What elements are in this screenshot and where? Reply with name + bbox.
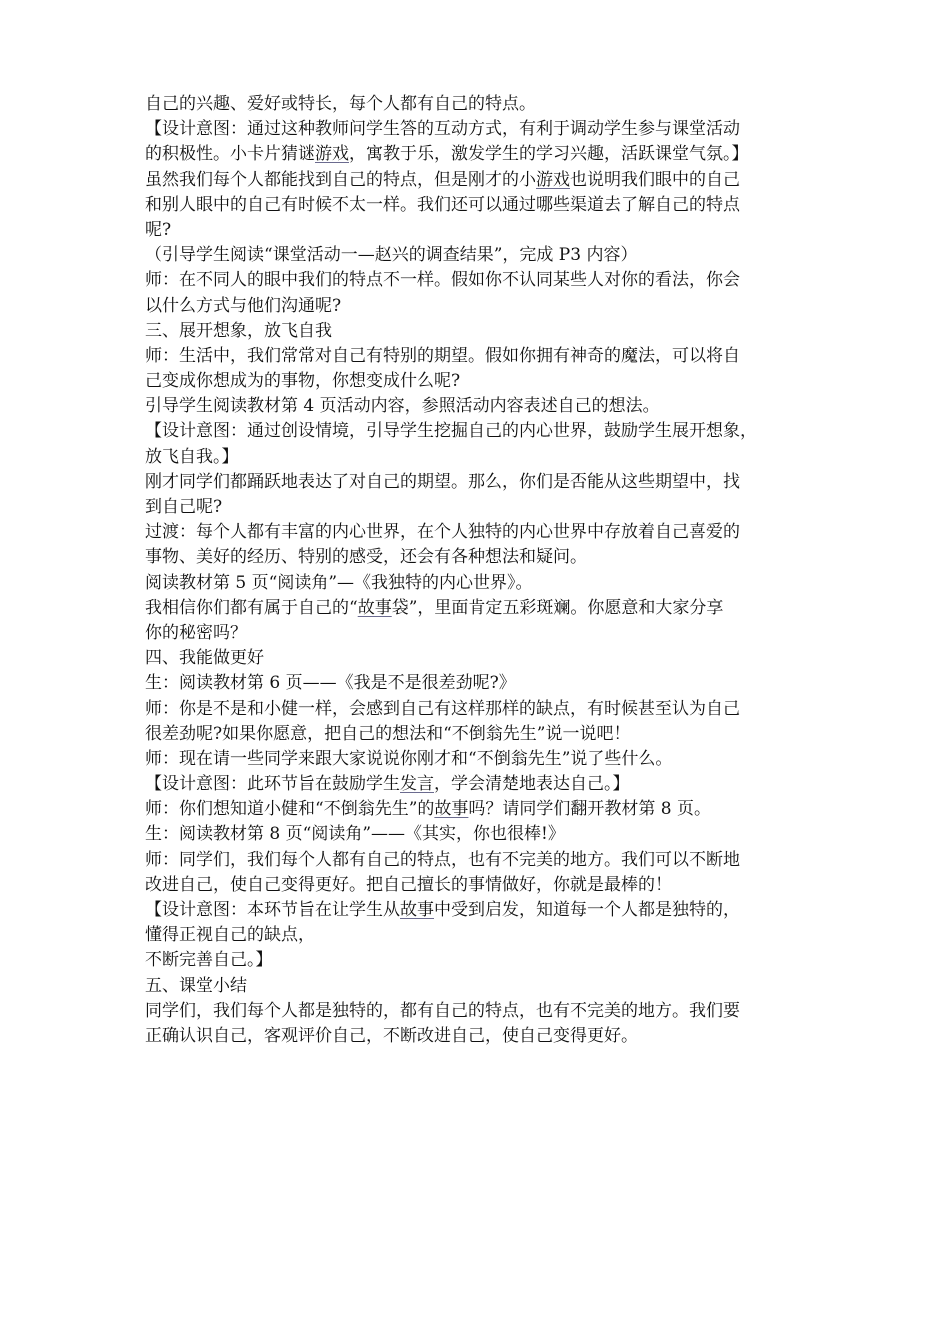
text-line	[145, 294, 815, 319]
text-segment: 【设计意图：此环节旨在鼓励学生	[145, 774, 400, 795]
text-line	[145, 848, 815, 873]
text-line	[145, 747, 815, 772]
text-line	[145, 419, 815, 444]
text-segment: 以什么方式与他们沟通呢?	[145, 295, 342, 316]
text-segment: 同学们，我们每个人都是独特的，都有自己的特点，也有不完美的地方。我们要	[145, 1000, 740, 1021]
text-segment: 师：你是不是和小健一样，会感到自己有这样那样的缺点，有时候甚至认为自己	[145, 698, 740, 719]
text-segment: 生：阅读教材第 6 页——《我是不是很差劲呢?》	[145, 673, 516, 694]
text-line	[145, 923, 815, 948]
text-segment: 【设计意图：通过创设情境，引导学生挖掘自己的内心世界，鼓励学生展开想象，	[145, 421, 757, 442]
underlined-term: 发言	[400, 774, 434, 795]
text-segment: 放飞自我。】	[145, 446, 239, 467]
underlined-term: 游戏	[315, 144, 349, 165]
text-segment: 也说明我们眼中的自己	[570, 169, 740, 190]
text-segment: 正确认识自己，客观评价自己，不断改进自己，使自己变得更好。	[145, 1025, 638, 1046]
text-segment: 三、展开想象，放飞自我	[145, 320, 332, 341]
text-segment: 到自己呢?	[145, 497, 223, 517]
underlined-term: 游戏	[536, 169, 570, 190]
text-segment: 五、课堂小结	[145, 975, 247, 996]
text-line	[145, 1024, 815, 1049]
text-segment: 刚才同学们都踊跃地表达了对自己的期望。那么，你们是否能从这些期望中，找	[145, 471, 740, 492]
text-segment: 自己的兴趣、爱好或特长，每个人都有自己的特点。	[145, 94, 536, 114]
text-segment: 【设计意图：本环节旨在让学生从	[145, 900, 400, 920]
text-segment: 阅读教材第 5 页“阅读角”—《我独特的内心世界》。	[145, 572, 533, 593]
text-segment: 中受到启发，知道每一个人都是独特的，	[434, 900, 740, 920]
text-segment: 吗？请同学们翻开教材第 8 页。	[468, 799, 712, 820]
text-line	[145, 545, 815, 570]
text-segment: 袋”，里面肯定五彩斑斓。你愿意和大家分享	[391, 597, 724, 618]
text-line	[145, 571, 815, 596]
text-segment: 引导学生阅读教材第 4 页活动内容，参照活动内容表述自己的想法。	[145, 396, 660, 417]
text-segment: 己变成你想成为的事物，你想变成什么呢?	[145, 371, 461, 392]
text-line	[145, 470, 815, 495]
text-segment: ，寓教于乐，激发学生的学习兴趣，活跃课堂气氛。】	[349, 144, 749, 165]
text-line	[145, 268, 815, 293]
text-line	[145, 697, 815, 722]
text-line	[145, 495, 815, 520]
text-line	[145, 243, 815, 268]
text-line	[145, 168, 815, 193]
text-line	[145, 974, 815, 999]
text-line	[145, 445, 815, 470]
text-line	[145, 369, 815, 394]
text-line	[145, 596, 815, 621]
text-segment: ，学会清楚地表达自己。】	[434, 774, 630, 795]
underlined-term: 故事	[357, 597, 392, 618]
underlined-term: 故事	[434, 799, 469, 820]
text-line	[145, 117, 815, 142]
text-segment: （引导学生阅读“课堂活动一—赵兴的调查结果”，完成 P3 内容）	[145, 245, 638, 266]
text-line	[145, 772, 815, 797]
document-body	[145, 92, 815, 1049]
text-line	[145, 671, 815, 696]
text-line	[145, 999, 815, 1024]
text-segment: 呢?	[145, 219, 172, 240]
text-segment: 师：现在请一些同学来跟大家说说你刚才和“不倒翁先生”说了些什么。	[145, 748, 673, 769]
text-line	[145, 722, 815, 747]
text-line	[145, 319, 815, 344]
text-segment: 虽然我们每个人都能找到自己的特点，但是刚才的小	[145, 169, 536, 190]
text-line	[145, 646, 815, 671]
text-segment: 懂得正视自己的缺点，	[145, 925, 315, 946]
text-line	[145, 92, 815, 117]
text-segment: 师：生活中，我们常常对自己有特别的期望。假如你拥有神奇的魔法，可以将自	[145, 345, 740, 366]
text-line	[145, 394, 815, 419]
text-segment: 四、我能做更好	[145, 648, 264, 669]
text-line	[145, 621, 815, 646]
text-segment: 很差劲呢?如果你愿意，把自己的想法和“不倒翁先生”说一说吧！	[145, 723, 631, 744]
text-line	[145, 344, 815, 369]
text-segment: 和别人眼中的自己有时候不太一样。我们还可以通过哪些渠道去了解自己的特点	[145, 194, 740, 215]
text-segment: 改进自己，使自己变得更好。把自己擅长的事情做好，你就是最棒的！	[145, 874, 672, 895]
text-segment: 师：在不同人的眼中我们的特点不一样。假如你不认同某些人对你的看法，你会	[145, 270, 740, 291]
text-segment: 事物、美好的经历、特别的感受，还会有各种想法和疑问。	[145, 547, 587, 568]
underlined-term: 故事	[400, 900, 434, 920]
text-segment: 我相信你们都有属于自己的“	[145, 597, 358, 618]
text-line	[145, 822, 815, 847]
text-segment: 【设计意图：通过这种教师问学生答的互动方式，有利于调动学生参与课堂活动	[145, 119, 740, 140]
text-line	[145, 873, 815, 898]
text-segment: 师：你们想知道小健和“不倒翁先生”的	[145, 799, 435, 820]
text-segment: 过渡：每个人都有丰富的内心世界，在个人独特的内心世界中存放着自己喜爱的	[145, 522, 740, 543]
text-line	[145, 797, 815, 822]
text-segment: 生：阅读教材第 8 页“阅读角”——《其实，你也很棒!》	[145, 824, 565, 845]
text-line	[145, 218, 815, 243]
text-line	[145, 142, 815, 167]
text-line	[145, 520, 815, 545]
text-line	[145, 193, 815, 218]
text-segment: 你的秘密吗？	[145, 622, 247, 643]
text-segment: 的积极性。小卡片猜谜	[145, 144, 315, 165]
text-line	[145, 948, 815, 973]
text-line	[145, 898, 815, 923]
text-segment: 师：同学们，我们每个人都有自己的特点，也有不完美的地方。我们可以不断地	[145, 849, 740, 870]
text-segment: 不断完善自己。】	[145, 950, 273, 971]
